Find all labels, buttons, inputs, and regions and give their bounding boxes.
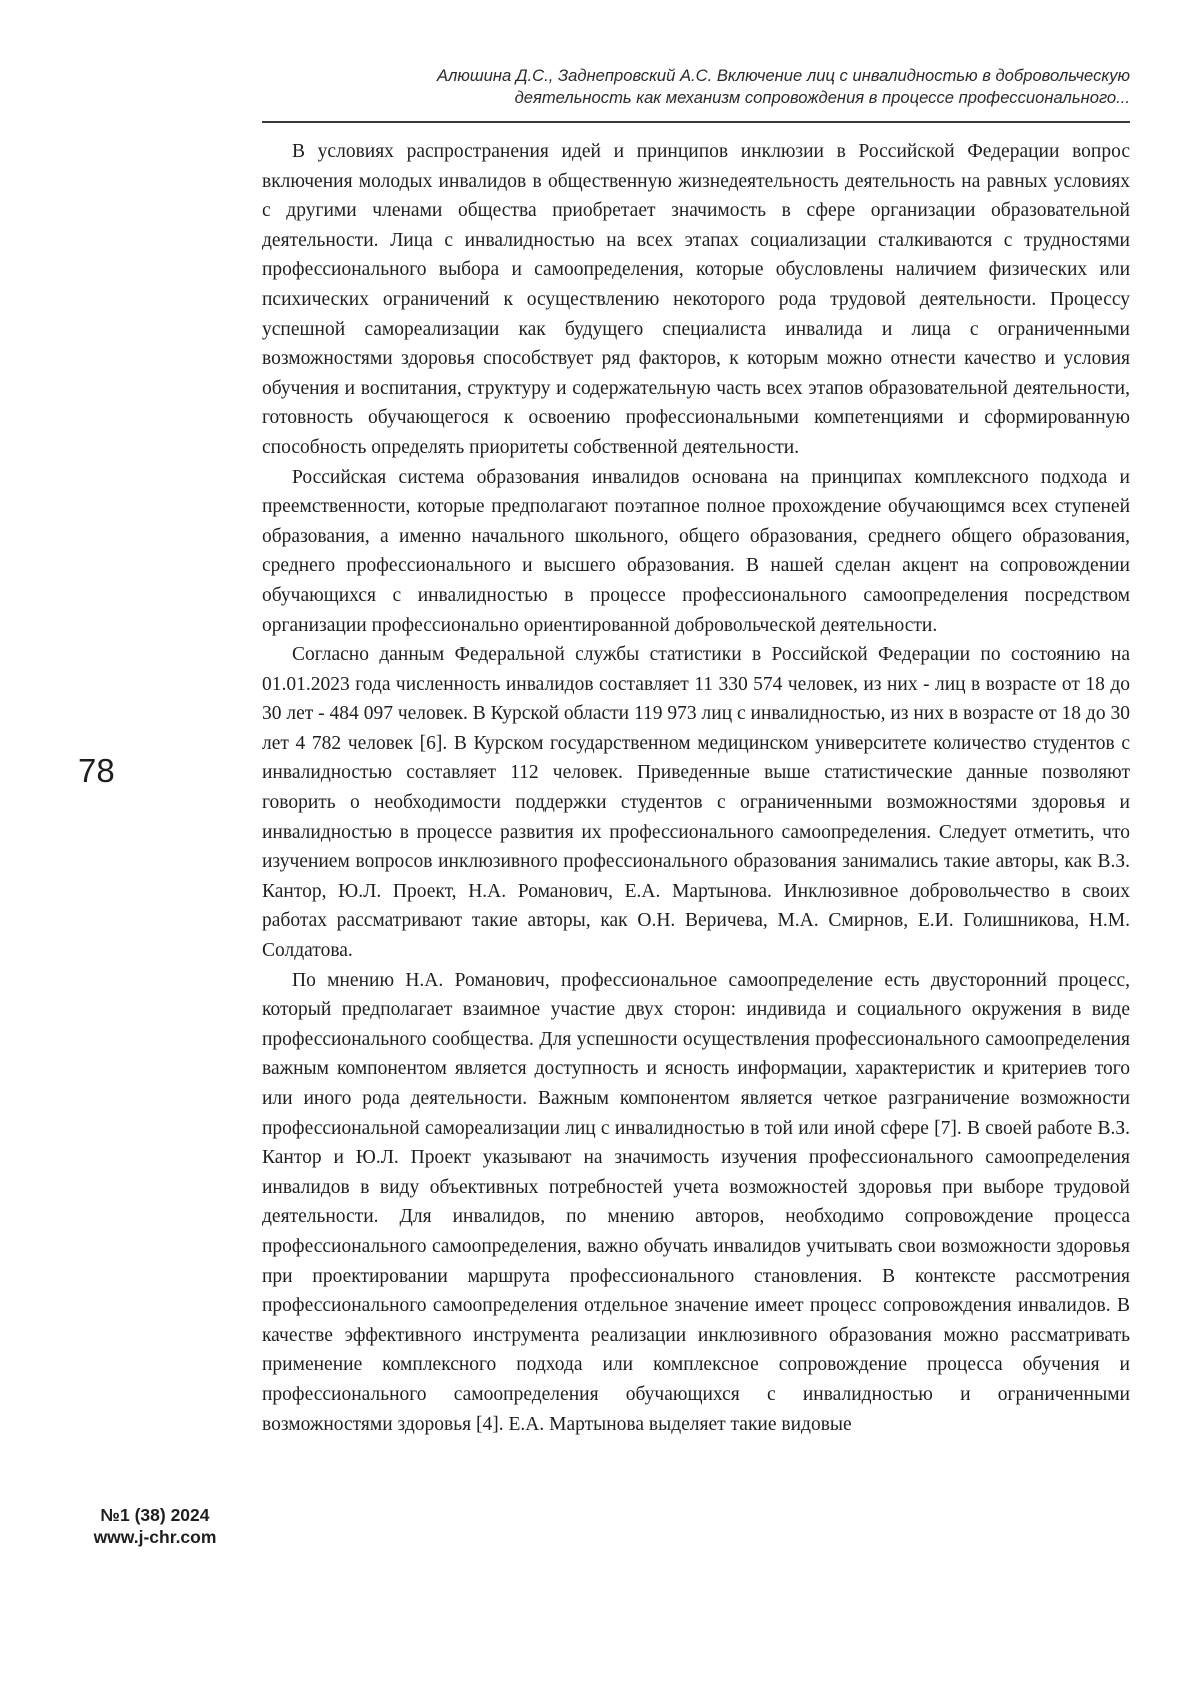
running-header-line-1: Алюшина Д.С., Заднепровский А.С. Включение лиц с инвалидностью в добровольческую [436,66,1130,85]
article-body [262,137,1130,1439]
issue-info [80,1504,230,1548]
paragraph-education-system: Российская система образования инвалидов основана на принципах комплексного подхода и преемственности, которые предполагают поэтапное полное прохождение обучающимся всех ступеней образования, а именно начального школьного, общего образования, среднего общего образования, среднего профессионального и высшего образования. В нашей сделан акцент на сопровождении обучающихся с инвалидностью в процессе профессионального самоопределения посредством организации профессионально ориентированной добровольческой деятельности. [262,466,1130,636]
paragraph-self-determination: По мнению Н.А. Романович, профессиональное самоопределение есть двусторонний процесс, который предполагает взаимное участие двух сторон: индивида и социального окружения в виде профессионального сообщества. Для успешности осуществления профессионального самоопределения важным компонентом является доступность и ясность информации, характеристик и критериев того или иного рода деятельности. Важным компонентом является четкое разграничение возможности профессиональной самореализации лиц с инвалидностью в той или иной сфере [7]. В своей работе В.З. Кантор и Ю.Л. Проект указывают на значимость изучения профессионального самоопределения инвалидов в виду объективных потребностей учета возможностей здоровья при выборе трудовой деятельности. Для инвалидов, по мнению авторов, необходимо сопровождение процесса профессионального самоопределения, важно обучать инвалидов учитывать свои возможности здоровья при проектировании маршрута профессионального становления. В контексте рассмотрения профессионального самоопределения отдельное значение имеет процесс сопровождения инвалидов. В качестве эффективного инструмента реализации инклюзивного образования можно рассматривать применение комплексного подхода или комплексное сопровождение процесса обучения и профессионального самоопределения обучающихся с инвалидностью и ограниченными возможностями здоровья [4]. Е.А. Мартынова выделяет такие видовые [262,969,1130,1435]
running-header-line-2: деятельность как механизм сопровождения в процессе профессионального... [514,88,1130,107]
issue-number: №1 (38) 2024 [100,1505,210,1525]
page-number: 78 [78,752,115,789]
paragraph-statistics: Согласно данным Федеральной службы статистики в Российской Федерации по состоянию на 01.01.2023 года численность инвалидов составляет 11 330 574 человек, из них - лиц в возрасте от 18 до 30 лет - 484 097 человек. В Курской области 119 973 лиц с инвалидностью, из них в возрасте от 18 до 30 лет 4 782 человек [6]. В Курском государственном медицинском университете количество студентов с инвалидностью составляет 112 человек. Приведенные выше статистические данные позволяют говорить о необходимости поддержки студентов с ограниченными возможностями здоровья и инвалидностью в процессе развития их профессионального самоопределения. Следует отметить, что изучением вопросов инклюзивного профессионального образования занимались такие авторы, как В.З. Кантор, Ю.Л. Проект, Н.А. Романович, Е.А. Мартынова. Инклюзивное добровольчество в своих работах рассматривают такие авторы, как О.Н. Веричева, М.А. Смирнов, Е.И. Голишникова, Н.М. Солдатова. [262,644,1130,962]
journal-website: www.j-chr.com [93,1527,217,1547]
paragraph-inclusion-context: В условиях распространения идей и принципов инклюзии в Российской Федерации вопрос включения молодых инвалидов в общественную жизнедеятельность деятельность на равных условиях с другими членами общества приобретает значимость в сфере организации образовательной деятельности. Лица с инвалидностью на всех этапах социализации сталкиваются с трудностями профессионального выбора и самоопределения, которые обусловлены наличием физических или психических ограничений к осуществлению некоторого рода трудовой деятельности. Процессу успешной самореализации как будущего специалиста инвалида и лица с ограниченными возможностями здоровья способствует ряд факторов, к которым можно отнести качество и условия обучения и воспитания, структуру и содержательную часть всех этапов образовательной деятельности, готовность обучающегося к освоению профессиональными компетенциями и сформированную способность определять приоритеты собственной деятельности. [262,141,1130,458]
running-header [262,65,1130,109]
header-divider [262,121,1130,123]
